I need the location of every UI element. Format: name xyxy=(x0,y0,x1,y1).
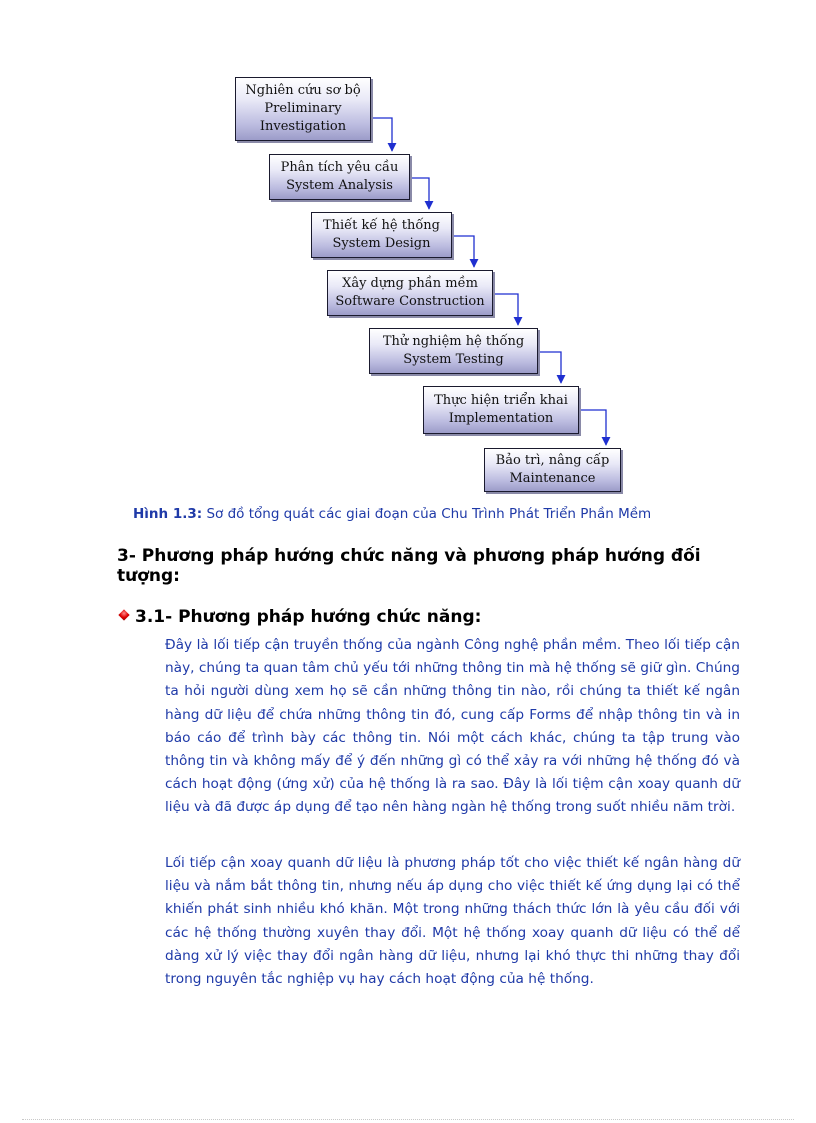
stage-en-label: Preliminary xyxy=(264,101,342,116)
arrow-2 xyxy=(410,178,429,209)
stage-en-label: System Analysis xyxy=(286,178,393,193)
stage-box-software-construction xyxy=(327,270,493,316)
section-heading: 3- Phương pháp hướng chức năng và phương pháp hướng đối tượng: xyxy=(117,546,701,586)
stage-vi-label: Xây dựng phần mềm xyxy=(342,276,478,291)
stage-en-label: Maintenance xyxy=(509,471,596,486)
stage-en-label: Implementation xyxy=(448,411,554,426)
caption-text: Sơ đồ tổng quát các giai đoạn của Chu Trình Phát Triển Phần Mềm xyxy=(206,506,652,522)
arrow-6 xyxy=(579,410,606,445)
figure-caption xyxy=(133,506,773,522)
body-paragraph: Lối tiếp cận xoay quanh dữ liệu là phương pháp tốt cho việc thiết kế ngân hàng dữ liệu và nắm bắt thông tin, nhưng nếu áp dụng cho việc thiết kế ứng dụng lại có thể khiến phát sinh nhiều khó khăn. Một trong những thách thức lớn là yêu cầu đối với các hệ thống thường xuyên thay đổi. Một hệ thống xoay quanh dữ liệu có thể dể dàng xử lý việc thay đổi ngân hàng dữ liệu, nhưng lại khó thực thi những thay đổi trong nguyên tắc nghiệp vụ hay cách hoạt động của hệ thống. xyxy=(165,855,740,988)
stage-en-label: System Testing xyxy=(403,352,504,367)
arrow-1 xyxy=(371,118,392,151)
red-diamond-bullet-icon xyxy=(118,609,129,620)
stage-en-label: System Design xyxy=(332,236,431,251)
stage-vi-label: Thử nghiệm hệ thống xyxy=(382,334,525,349)
subsection-heading: 3.1- Phương pháp hướng chức năng: xyxy=(135,607,482,627)
arrow-5 xyxy=(538,352,561,383)
stage-box-system-testing xyxy=(369,328,538,374)
stage-en-label: Investigation xyxy=(259,119,347,134)
caption-label: Hình 1.3: xyxy=(133,506,203,522)
waterfall-diagram xyxy=(0,0,816,500)
arrow-4 xyxy=(493,294,518,325)
stage-box-maintenance xyxy=(484,448,621,492)
stage-box-system-design xyxy=(311,212,452,258)
stage-vi-label: Thực hiện triển khai xyxy=(434,393,568,408)
footer-divider xyxy=(22,1119,794,1120)
stage-box-system-analysis xyxy=(269,154,410,200)
stage-box-implementation xyxy=(423,386,579,434)
stage-box-preliminary-investigation xyxy=(235,77,371,141)
body-paragraph: Đây là lối tiếp cận truyền thống của ngành Công nghệ phần mềm. Theo lối tiếp cận này, chúng ta quan tâm chủ yếu tới những thông tin mà hệ thống sẽ giữ gìn. Chúng ta hỏi người dùng xem họ sẽ cần những thông tin nào, rồi chúng ta thiết kế ngân hàng dữ liệu để chứa những thông tin đó, cung cấp Forms để nhập thông tin và in báo cáo để trình bày các thông tin. Nói một cách khác, chúng ta tập trung vào thông tin và không mấy để ý đến những gì có thể xảy ra với những hệ thống đó và cách hoạt động (ứng xử) của hệ thống là ra sao. Đây là lối tiệm cận xoay quanh dữ liệu và đã được áp dụng để tạo nên hàng ngàn hệ thống trong suốt nhiều năm trời. xyxy=(165,637,740,816)
stage-vi-label: Phân tích yêu cầu xyxy=(280,160,399,175)
stage-vi-label: Thiết kế hệ thống xyxy=(322,218,440,233)
stage-vi-label: Nghiên cứu sơ bộ xyxy=(245,83,361,98)
stage-vi-label: Bảo trì, nâng cấp xyxy=(495,453,610,468)
subsection-heading-row xyxy=(117,606,717,628)
stage-en-label: Software Construction xyxy=(335,294,485,309)
arrow-3 xyxy=(452,236,474,267)
